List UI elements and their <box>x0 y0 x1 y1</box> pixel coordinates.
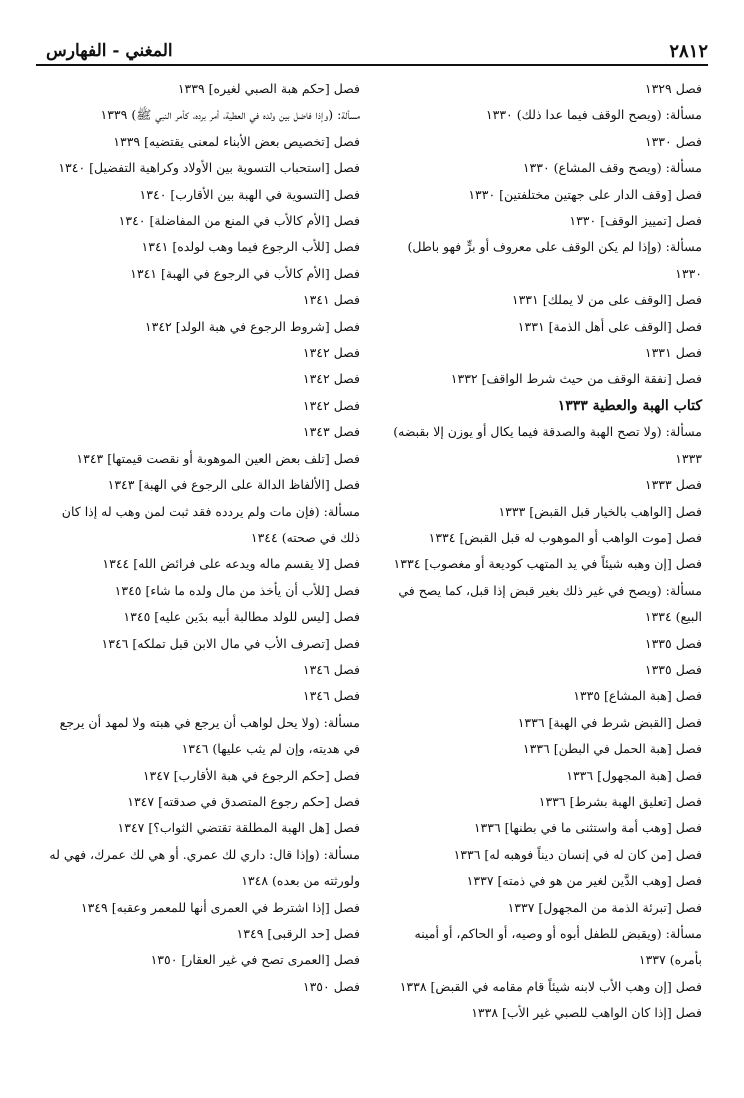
index-entry: فصل ١٣٣٥ <box>644 661 702 677</box>
index-entry: فصل [الأم كالأب في المنع من المفاضلة] ١٣٤٠ <box>118 213 360 229</box>
index-entry: فصل ١٣٤٦ <box>302 688 360 704</box>
index-column-right <box>384 76 702 1027</box>
section-heading: كتاب الهبة والعطية ١٣٣٣ <box>557 397 702 414</box>
index-entry: فصل [وهب الدَّين لغير من هو في ذمته] ١٣٣٧ <box>466 873 702 889</box>
index-entry: فصل [حكم الرجوع في هبة الأقارب] ١٣٤٧ <box>142 767 360 783</box>
index-entry: فصل [من كان له في إنسان ديناً فوهبه له] ١٣٣٦ <box>453 846 702 862</box>
index-entry: فصل [العمرى تصح في غير العقار] ١٣٥٠ <box>150 952 360 968</box>
index-entry: فصل ١٣٣١ <box>644 345 702 361</box>
index-entry: فصل [حكم هبة الصبي لغيره] ١٣٣٩ <box>177 81 360 96</box>
index-entry: فصل [الوقف على أهل الذمة] ١٣٣١ <box>517 318 702 334</box>
index-entry: فصل [التسوية في الهبة بين الأقارب] ١٣٤٠ <box>139 186 360 202</box>
index-entry: فصل [شروط الرجوع في هبة الولد] ١٣٤٢ <box>144 318 360 334</box>
index-entry: فصل [تعليق الهبة بشرط] ١٣٣٦ <box>538 793 702 809</box>
index-entry: فصل [تخصيص بعض الأبناء لمعنى يقتضيه] ١٣٣٩ <box>113 133 360 149</box>
index-entry: فصل [إذا كان الواهب للصبي غير الأب] ١٣٣٨ <box>471 1005 702 1021</box>
index-entry: فصل [تبرئة الذمة من المجهول] ١٣٣٧ <box>507 899 702 915</box>
index-entry: فصل [موت الواهب أو الموهوب له قبل القبض] ١٣٣٤ <box>428 529 702 545</box>
page-header <box>36 36 708 66</box>
index-entry: فصل [هبة الحمل في البطن] ١٣٣٦ <box>522 741 702 757</box>
index-entry: مسألة: (ويصح في غير ذلك بغير قبض إذا قبل، كما يصح في البيع) ١٣٣٤ <box>398 582 702 625</box>
index-entry: مسألة: (وإذا قال: داري لك عمري. أو هي لك عمرك، فهي له ولورثته من بعده) ١٣٤٨ <box>49 846 360 889</box>
index-entry: فصل [هبة المشاع] ١٣٣٥ <box>573 688 702 704</box>
index-entry: فصل [للأب الرجوع فيما وهب لولده] ١٣٤١ <box>141 239 360 255</box>
index-entry: مسألة: (ويقبض للطفل أبوه أو وصيه، أو الحاكم، أو أمينه بأمره) ١٣٣٧ <box>414 926 702 968</box>
index-entry: مسألة: (فإن مات ولم يردده فقد ثبت لمن وهب له إذا كان ذلك في صحته) ١٣٤٤ <box>61 503 360 545</box>
index-entry: فصل ١٣٤٣ <box>302 424 360 440</box>
index-entry: فصل ١٣٤٦ <box>302 661 360 677</box>
index-entry: مسألة: (وإذا فاضل بين ولده في العطية، أمر برده، كأمر النبي ﷺ) ١٣٣٩ <box>100 107 360 123</box>
index-entry: فصل ١٣٥٠ <box>302 978 360 994</box>
index-entry: مسألة: (وإذا لم يكن الوقف على معروف أو برٍّ فهو باطل) ١٣٣٠ <box>407 239 702 281</box>
index-entry: فصل ١٣٤٢ <box>302 345 360 361</box>
index-entry: مسألة: (ويصح وقف المشاع) ١٣٣٠ <box>522 160 702 176</box>
index-entry: فصل [القبض شرط في الهبة] ١٣٣٦ <box>517 714 702 730</box>
index-entry: فصل [هل الهبة المطلقة تقتضي الثواب؟] ١٣٤٧ <box>117 820 360 836</box>
index-entry: فصل [وهب أمة واستثنى ما في بطنها] ١٣٣٦ <box>473 820 702 836</box>
index-entry: فصل [الأم كالأب في الرجوع في الهبة] ١٣٤١ <box>130 265 360 281</box>
index-entry: فصل [هبة المجهول] ١٣٣٦ <box>566 767 702 783</box>
index-entry: فصل [حكم رجوع المتصدق في صدقته] ١٣٤٧ <box>127 793 360 809</box>
index-entry: فصل [استحباب التسوية بين الأولاد وكراهية التفضيل] ١٣٤٠ <box>58 160 360 176</box>
header-rule <box>36 64 708 66</box>
index-entry: فصل ١٣٤٢ <box>302 371 360 387</box>
index-entry: فصل ١٣٣٥ <box>644 635 702 651</box>
index-entry: فصل [إن وهب الأب لابنه شيئاً قام مقامه في القبض] ١٣٣٨ <box>399 978 702 994</box>
index-entry: فصل [تصرف الأب في مال الابن قبل تملكه] ١٣٤٦ <box>101 635 360 651</box>
index-entry: فصل [تمييز الوقف] ١٣٣٠ <box>569 213 702 229</box>
running-title: المغني - الفهارس <box>46 41 173 61</box>
index-entry: فصل [تلف بعض العين الموهوبة أو نقصت قيمتها] ١٣٤٣ <box>76 450 360 466</box>
index-entry: فصل [الواهب بالخيار قبل القبض] ١٣٣٣ <box>498 503 702 519</box>
index-entry: فصل [وقف الدار على جهتين مختلفتين] ١٣٣٠ <box>468 186 702 202</box>
index-column-left <box>42 76 360 1000</box>
index-entry: فصل [لا يقسم ماله ويدعه على فرائض الله] ١٣٤٤ <box>102 556 360 572</box>
index-entry: فصل [الألفاظ الدالة على الرجوع في الهبة] ١٣٤٣ <box>107 477 360 493</box>
index-entry: فصل [إن وهبه شيئاً في يد المتهب كوديعة أو مغصوب] ١٣٣٤ <box>393 556 702 572</box>
index-entry: فصل ١٣٣٣ <box>644 477 702 493</box>
index-entry: فصل [حد الرقبى] ١٣٤٩ <box>236 926 360 941</box>
index-entry: مسألة: (ولا يحل لواهب أن يرجع في هبته ولا لمهد أن يرجع في هديته، وإن لم يثب عليها) ١٣٤٦ <box>59 714 360 757</box>
index-entry: فصل [الوقف على من لا يملك] ١٣٣١ <box>511 292 702 308</box>
index-entry: فصل [ليس للولد مطالبة أبيه بدَين عليه] ١٣٤٥ <box>123 609 360 625</box>
index-entry: مسألة: (ويصح الوقف فيما عدا ذلك) ١٣٣٠ <box>485 107 702 123</box>
index-entry: فصل ١٣٣٠ <box>644 133 702 149</box>
index-entry: فصل [نفقة الوقف من حيث شرط الواقف] ١٣٣٢ <box>450 371 702 387</box>
index-entry: فصل [إذا اشترط في العمرى أنها للمعمر وعقبه] ١٣٤٩ <box>80 899 360 915</box>
index-entry: فصل ١٣٤١ <box>302 292 360 308</box>
index-entry: فصل [للأب أن يأخذ من مال ولده ما شاء] ١٣٤٥ <box>114 582 360 598</box>
index-entry: مسألة: (ولا تصح الهبة والصدقة فيما يكال أو يوزن إلا بقبضه) ١٣٣٣ <box>393 424 702 466</box>
index-entry: فصل ١٣٤٢ <box>302 397 360 413</box>
index-entry: فصل ١٣٢٩ <box>644 81 702 96</box>
page-number: ٢٨١٢ <box>669 40 708 62</box>
